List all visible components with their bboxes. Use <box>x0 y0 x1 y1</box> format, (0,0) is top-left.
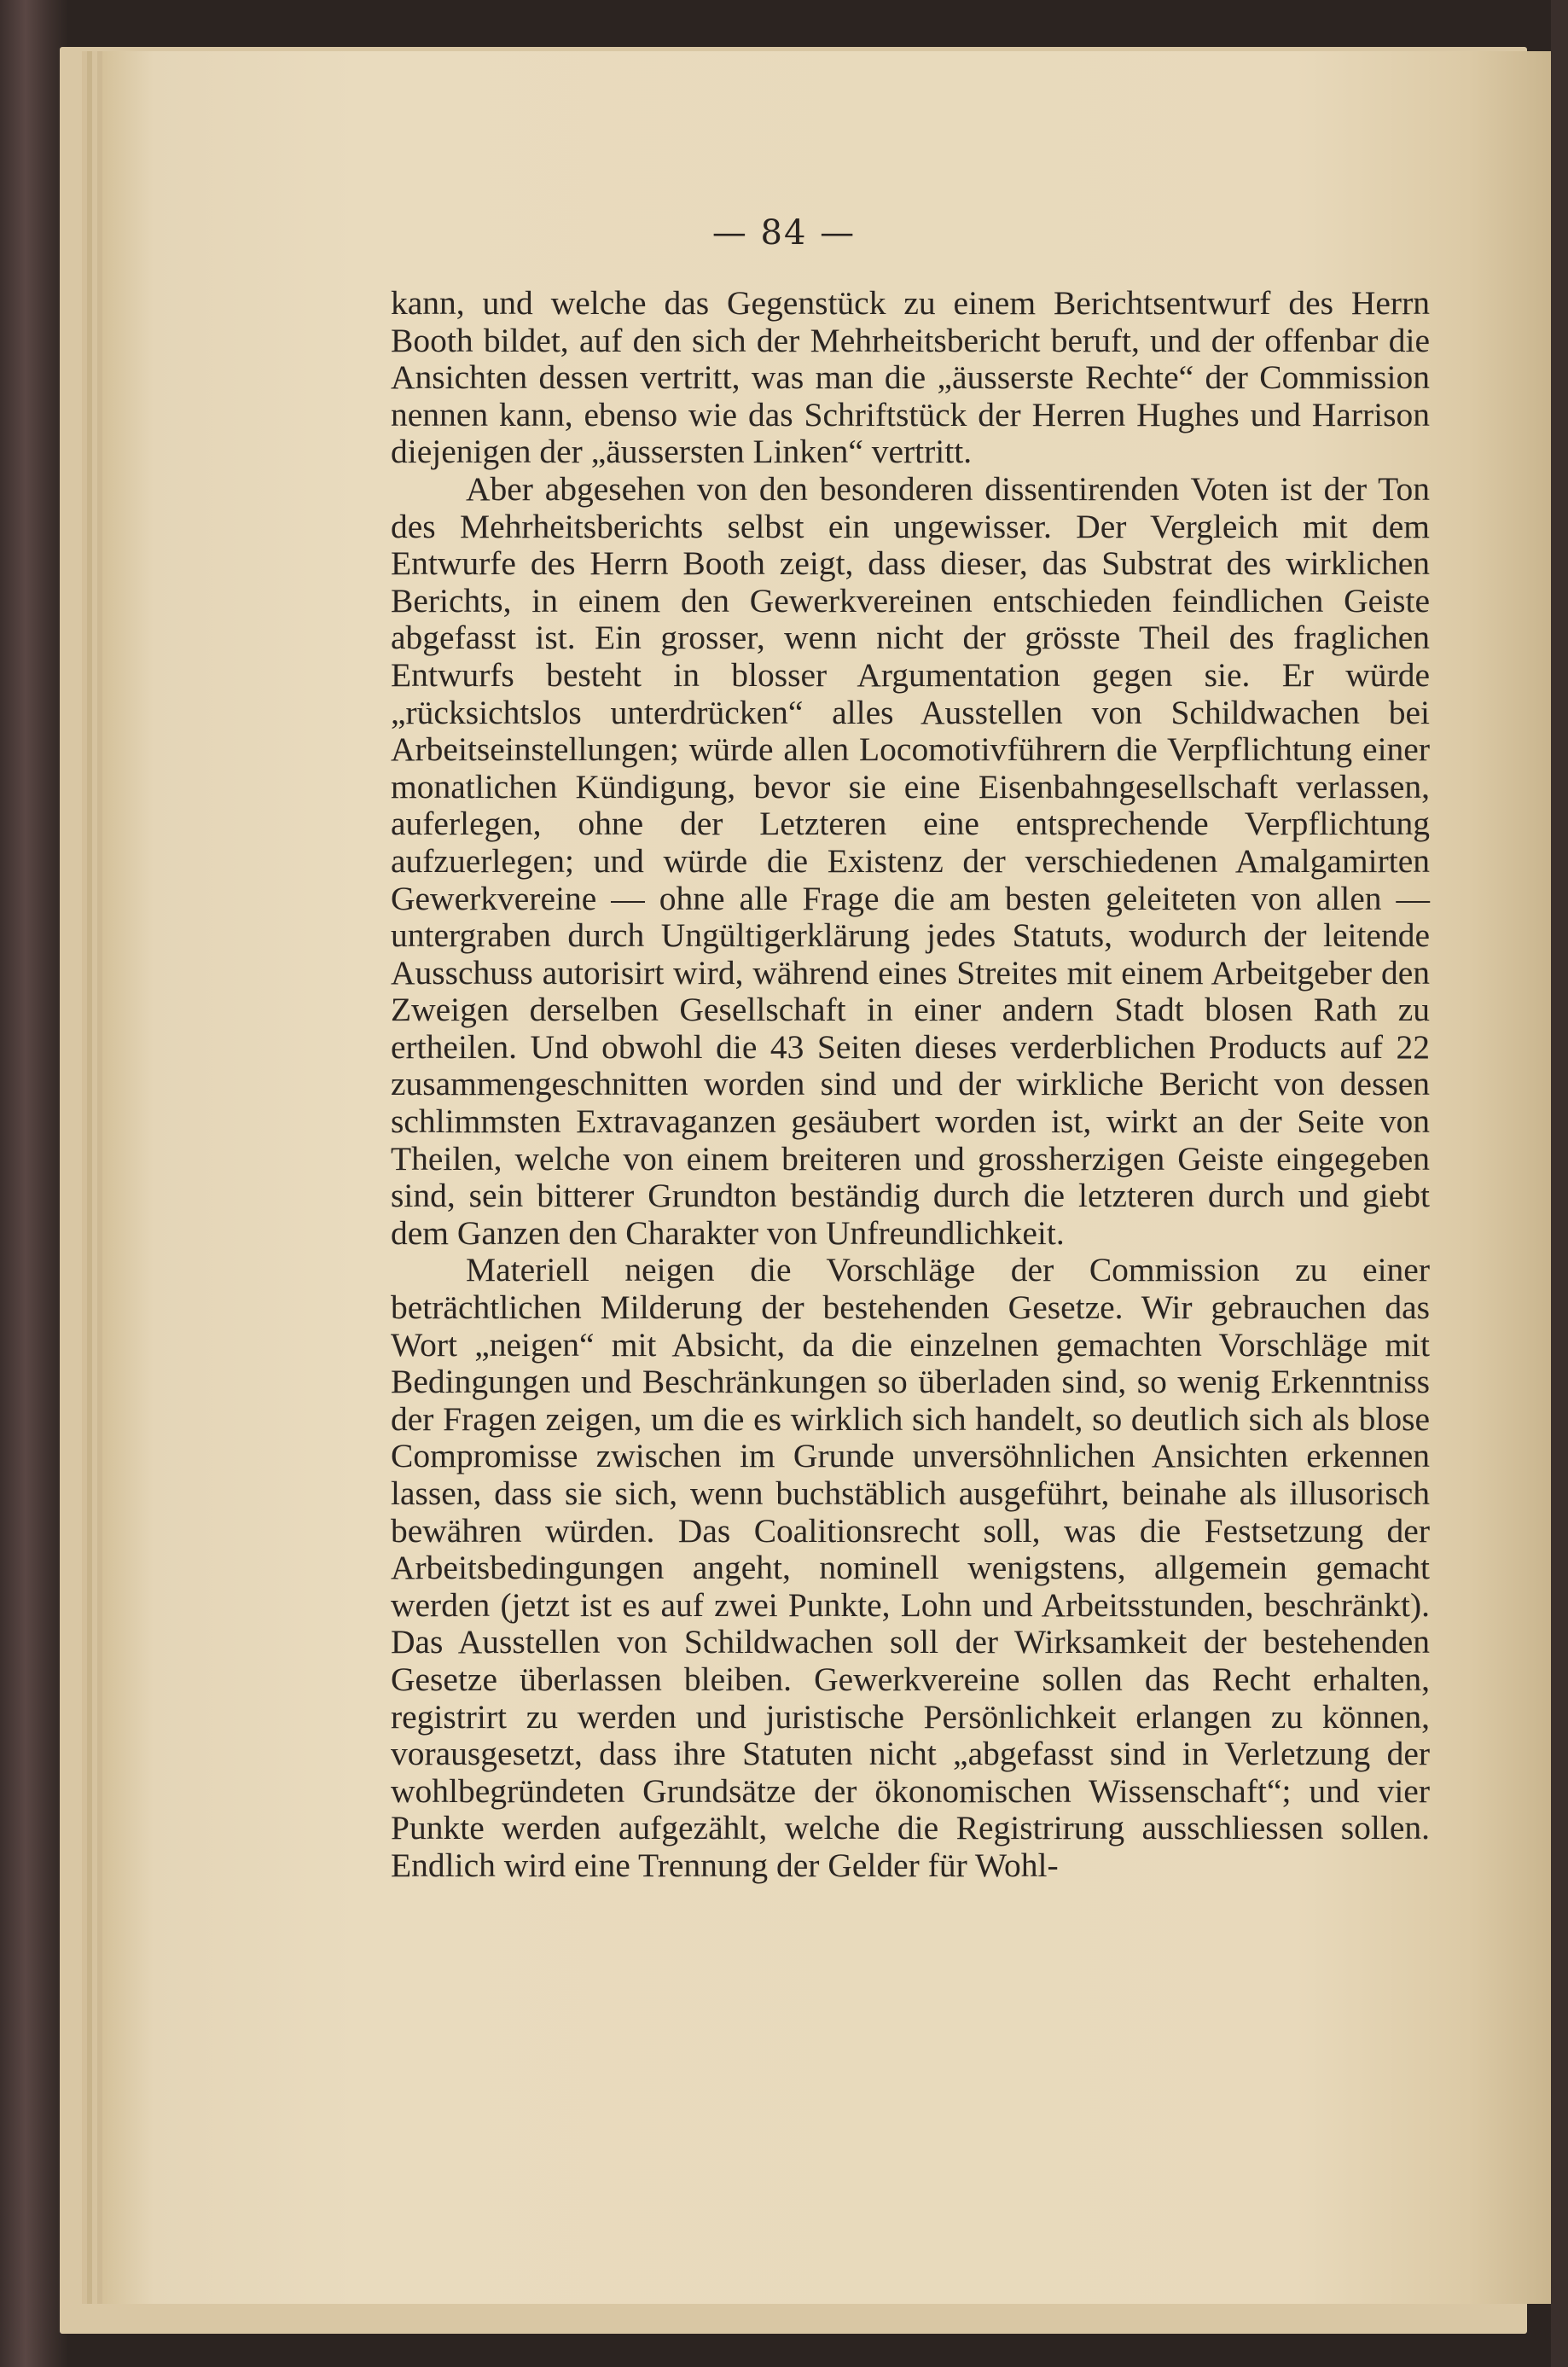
paragraph-1: kann, und welche das Gegenstück zu einem Berichtsentwurf des Herrn Booth bildet, auf den sich der Mehrheitsbericht beruft, und der offenbar die Ansichten dessen vertritt, was man die „äusserste Rechte“ der Commission nennen kann, ebenso wie das Schriftstück der Herren Hughes und Harrison diejenigen der „äussersten Linken“ vertritt. <box>391 284 1430 471</box>
book-cover-edge <box>1551 0 1568 2367</box>
page-body-text <box>391 285 1430 1885</box>
page-number: — 84 — <box>711 213 857 253</box>
paragraph-2: Aber abgesehen von den besonderen dissentirenden Voten ist der Ton des Mehrheitsberichts selbst ein ungewisser. Der Vergleich mit dem Entwurfe des Herrn Booth zeigt, dass dieser, das Substrat des wirklichen Berichts, in einem den Gewerkvereinen entschieden feindlichen Geiste abgefasst ist. Ein grosser, wenn nicht der grösste Theil des fraglichen Entwurfs besteht in blosser Argumentation gegen sie. Er würde „rücksichtslos unterdrücken“ alles Ausstellen von Schildwachen bei Arbeitseinstellungen; würde allen Locomotivführern die Verpflichtung einer monatlichen Kündigung, bevor sie eine Eisenbahngesellschaft verlassen, auferlegen, ohne der Letzteren eine entsprechende Verpflichtung aufzuerlegen; und würde die Existenz der verschiedenen Amalgamirten Gewerkvereine — ohne alle Frage die am besten geleiteten von allen — untergraben durch Ungültigerklärung jedes Statuts, wodurch der leitende Ausschuss autorisirt wird, während eines Streites mit einem Arbeitgeber den Zweigen derselben Gesellschaft in einer andern Stadt blosen Rath zu ertheilen. Und obwohl die 43 Seiten dieses verderblichen Products auf 22 zusammengeschnitten worden sind und der wirkliche Bericht von dessen schlimmsten Extravaganzen gesäubert worden ist, wirkt an der Seite von Theilen, welche von einem breiteren und grossherzigen Geiste eingegeben sind, sein bitterer Grundton beständig durch die letzteren durch und giebt dem Ganzen den Charakter von Unfreundlichkeit. <box>391 469 1430 1252</box>
paragraph-3: Materiell neigen die Vorschläge der Commission zu einer beträchtlichen Milderung der bestehenden Gesetze. Wir gebrauchen das Wort „neigen“ mit Absicht, da die einzelnen gemachten Vorschläge mit Bedingungen und Beschränkungen so überladen sind, so wenig Erkenntniss der Fragen zeigen, um die es wirklich sich handelt, so deutlich sich als blose Compromisse zwischen im Grunde unversöhnlichen Ansichten erkennen lassen, dass sie sich, wenn buchstäblich ausgeführt, beinahe als illusorisch bewähren würden. Das Coalitionsrecht soll, was die Festsetzung der Arbeitsbedingungen angeht, nominell wenigstens, allgemein gemacht werden (jetzt ist es auf zwei Punkte, Lohn und Arbeitsstunden, beschränkt). Das Ausstellen von Schildwachen soll der Wirksamkeit der bestehenden Gesetze überlassen bleiben. Gewerkvereine sollen das Recht erhalten, registrirt zu werden und juristische Persönlichkeit erlangen zu können, vorausgesetzt, dass ihre Statuten nicht „abgefasst sind in Verletzung der wohlbegründeten Grundsätze der ökonomischen Wissenschaft“; und vier Punkte werden aufgezählt, welche die Registrirung ausschliessen sollen. Endlich wird eine Trennung der Gelder für Wohl- <box>391 1251 1430 1884</box>
